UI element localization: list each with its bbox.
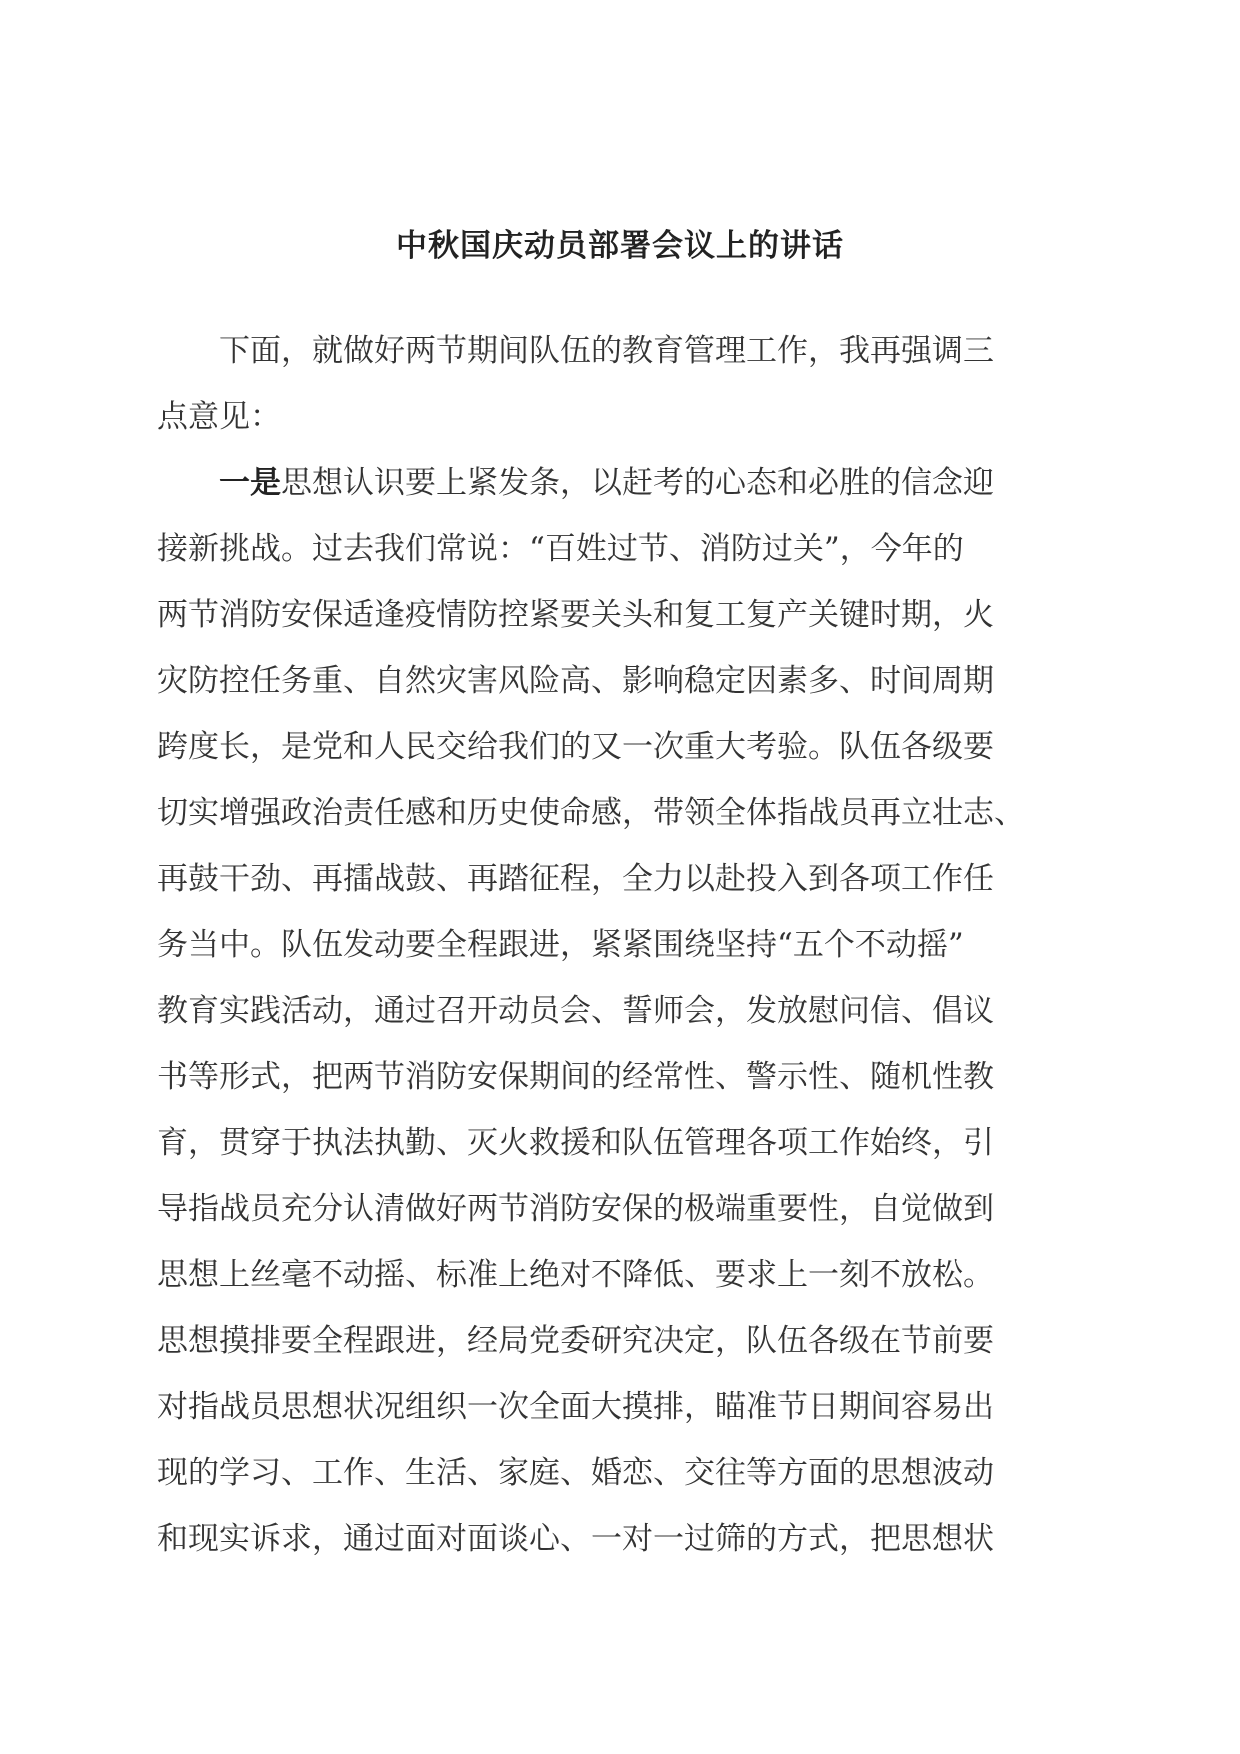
paragraph-line: 和现实诉求，通过面对面谈心、一对一过筛的方式，把思想状 (157, 1521, 994, 1557)
paragraph-line: 跨度长，是党和人民交给我们的又一次重大考验。队伍各级要 (157, 729, 994, 765)
section-first-line (157, 450, 1057, 516)
paragraph-line: 育，贯穿于执法执勤、灭火救援和队伍管理各项工作始终，引 (157, 1125, 994, 1161)
paragraph-line: 现的学习、工作、生活、家庭、婚恋、交往等方面的思想波动 (157, 1455, 994, 1491)
paragraph-line: 导指战员充分认清做好两节消防安保的极端重要性，自觉做到 (157, 1191, 994, 1227)
paragraph-line: 思想摸排要全程跟进，经局党委研究决定，队伍各级在节前要 (157, 1323, 994, 1359)
paragraph-line: 灾防控任务重、自然灾害风险高、影响稳定因素多、时间周期 (157, 663, 994, 699)
paragraph-line: 思想上丝毫不动摇、标准上绝对不降低、要求上一刻不放松。 (157, 1257, 994, 1293)
document-body (157, 318, 1057, 1572)
paragraph-line: 再鼓干劲、再擂战鼓、再踏征程，全力以赴投入到各项工作任 (157, 861, 994, 897)
paragraph-line: 务当中。队伍发动要全程跟进，紧紧围绕坚持“五个不动摇” (157, 927, 964, 963)
document-title: 中秋国庆动员部署会议上的讲话 (396, 228, 844, 264)
paragraph-line: 两节消防安保适逢疫情防控紧要关头和复工复产关键时期，火 (157, 597, 994, 633)
paragraph-line: 对指战员思想状况组织一次全面大摸排，瞄准节日期间容易出 (157, 1389, 994, 1425)
paragraph-line: 接新挑战。过去我们常说：“百姓过节、消防过关”，今年的 (157, 531, 964, 567)
paragraph-line: 下面，就做好两节期间队伍的教育管理工作，我再强调三 (219, 333, 994, 369)
section-lead: 一是 (219, 465, 281, 501)
paragraph-text: 思想认识要上紧发条，以赶考的心态和必胜的信念迎 (281, 465, 994, 501)
paragraph-line: 点意见： (157, 399, 281, 435)
paragraph-line: 书等形式，把两节消防安保期间的经常性、警示性、随机性教 (157, 1059, 994, 1095)
paragraph-line: 教育实践活动，通过召开动员会、誓师会，发放慰问信、倡议 (157, 993, 994, 1029)
paragraph-line: 切实增强政治责任感和历史使命感，带领全体指战员再立壮志、 (157, 795, 1025, 831)
